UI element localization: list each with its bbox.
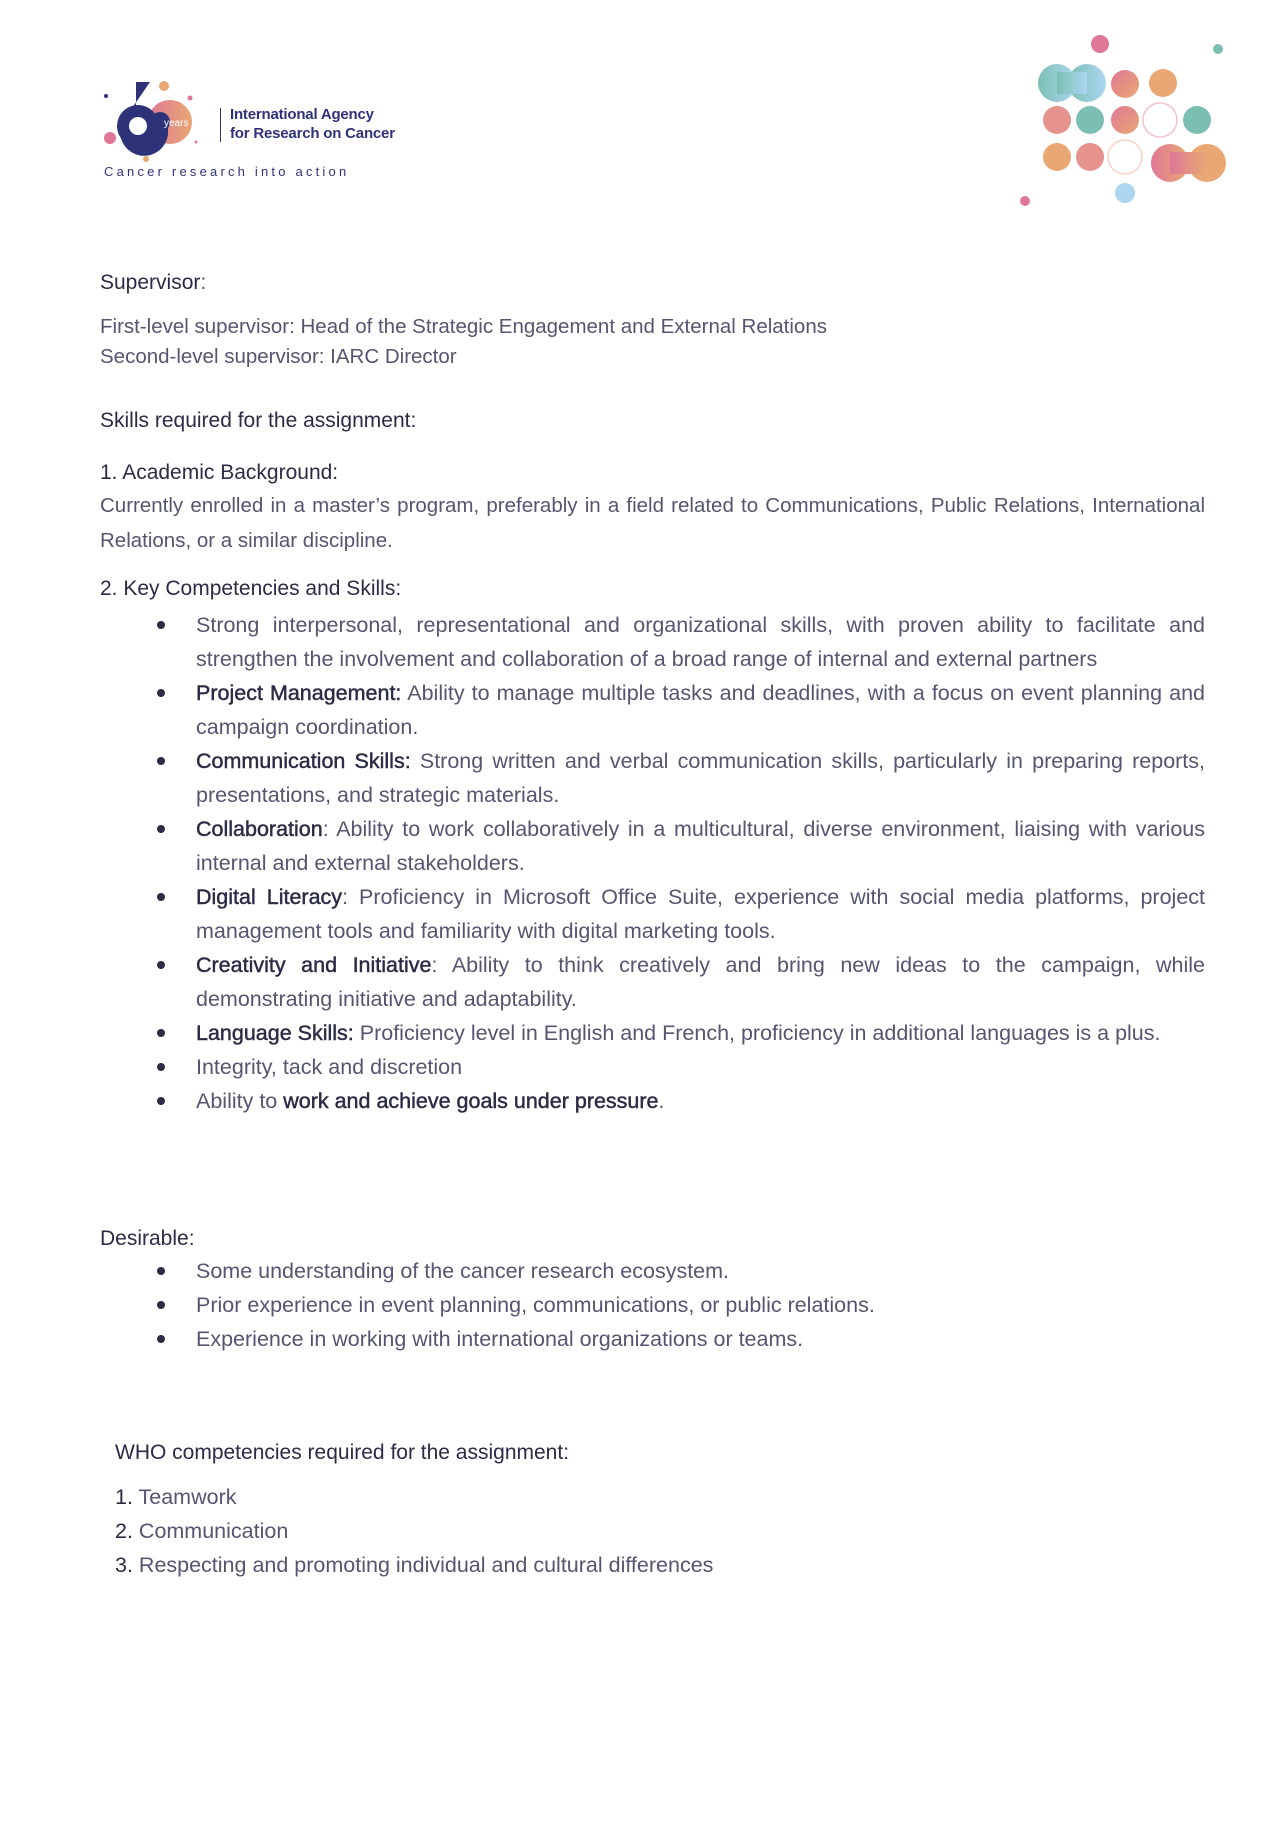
who-competencies-heading: WHO competencies required for the assignment: [115,1441,570,1464]
list-item [100,812,1205,880]
first-level-supervisor: First-level supervisor: Head of the Strategic Engagement and External Relations [100,315,827,338]
list-item [100,744,1205,812]
item-text: Strong written and verbal communication skills, particularly in preparing reports, presentations, and strategic materials. [196,749,1206,807]
list-item [115,1480,1220,1514]
desirable-section [100,1224,1205,1356]
item-emphasis: work and achieve goals under pressure [283,1089,659,1113]
item-text: : Ability to work collaboratively in a multicultural, diverse environment, liaising with various internal and external stakeholders. [196,817,1205,875]
desirable-list [100,1254,1205,1356]
item-label: Language Skills: [196,1021,354,1045]
list-item [115,1514,1220,1548]
key-competencies-heading: 2. Key Competencies and Skills: [100,577,402,600]
item-text: Integrity, tack and discretion [196,1055,463,1079]
item-text: : Proficiency in Microsoft Office Suite, experience with social media platforms, project management tools and familiarity with digital marketing tools. [196,885,1206,943]
org-name-line2: for Research on Cancer [230,125,395,142]
item-text-end: . [658,1089,665,1113]
logo-tagline: Cancer research into action [104,164,350,179]
list-item [100,1050,1205,1084]
list-item [100,1016,1205,1050]
org-name-line1: International Agency [230,106,374,123]
list-item [100,1288,1205,1322]
skills-heading: Skills required for the assignment: [100,409,417,432]
bullet-icon [157,1267,165,1275]
list-item [100,880,1205,948]
item-text: Some understanding of the cancer research ecosystem. [196,1259,730,1283]
list-item [100,948,1205,1016]
key-competencies-list [100,608,1205,1118]
item-text: Ability to manage multiple tasks and deadlines, with a focus on event planning and campaign coordination. [196,681,1205,739]
item-text: Communication [132,1519,289,1543]
supervisor-heading-colon: : [200,271,207,294]
list-item [100,608,1205,676]
item-text: Proficiency level in English and French, proficiency in additional languages is a plus. [353,1021,1161,1045]
supervisor-heading [100,268,1205,298]
list-item [100,1084,1205,1118]
item-number: 3. [115,1553,133,1577]
item-text: : Ability to think creatively and bring new ideas to the campaign, while demonstrating initiative and adaptability. [196,953,1205,1011]
item-text: Teamwork [132,1485,237,1509]
list-item [100,1254,1205,1288]
logo-divider [220,108,221,142]
sixty-years-badge-icon [98,76,228,166]
desirable-heading: Desirable: [100,1227,195,1250]
bullet-icon [157,1301,165,1309]
academic-background-text: Currently enrolled in a master’s program, preferably in a field related to Communications, Public Relations, International Relations, or a similar discipline. [100,494,1205,552]
skills-section [100,406,1205,1118]
item-text: Strong interpersonal, representational and organizational skills, with proven ability to facilitate and strengthen the involvement and collaboration of a broad range of internal and external partners [196,613,1205,671]
item-label: Communication Skills: [196,749,411,773]
academic-background-heading: 1. Academic Background: [100,461,339,484]
item-text: Ability to [196,1089,284,1113]
item-label: Collaboration [196,817,323,841]
list-item [100,676,1205,744]
bullet-icon [157,1335,165,1343]
item-text: Respecting and promoting individual and cultural differences [132,1553,714,1577]
item-label: Creativity and Initiative [196,953,432,977]
list-item [100,1322,1205,1356]
supervisor-section [100,268,1205,372]
iarc-logo [98,76,398,186]
bullet-icon [157,825,165,833]
bullet-icon [157,689,165,697]
item-text: Prior experience in event planning, communications, or public relations. [196,1293,875,1317]
bullet-icon [157,1097,165,1105]
item-number: 2. [115,1519,133,1543]
item-number: 1. [115,1485,133,1509]
item-label: Project Management: [196,681,402,705]
page-header [0,0,1283,230]
bullet-icon [157,893,165,901]
second-level-supervisor: Second-level supervisor: IARC Director [100,345,457,368]
bullet-icon [157,621,165,629]
bullet-icon [157,1063,165,1071]
list-item [115,1548,1220,1582]
decorative-dots-icon [1020,20,1260,220]
bullet-icon [157,1029,165,1037]
bullet-icon [157,757,165,765]
bullet-icon [157,961,165,969]
item-text: Experience in working with international organizations or teams. [196,1327,804,1351]
supervisor-heading-text: Supervisor [100,271,201,294]
item-label: Digital Literacy [196,885,343,909]
who-competencies-list [115,1480,1220,1582]
svg-text:years: years [164,118,189,129]
who-competencies-section [115,1438,1220,1582]
